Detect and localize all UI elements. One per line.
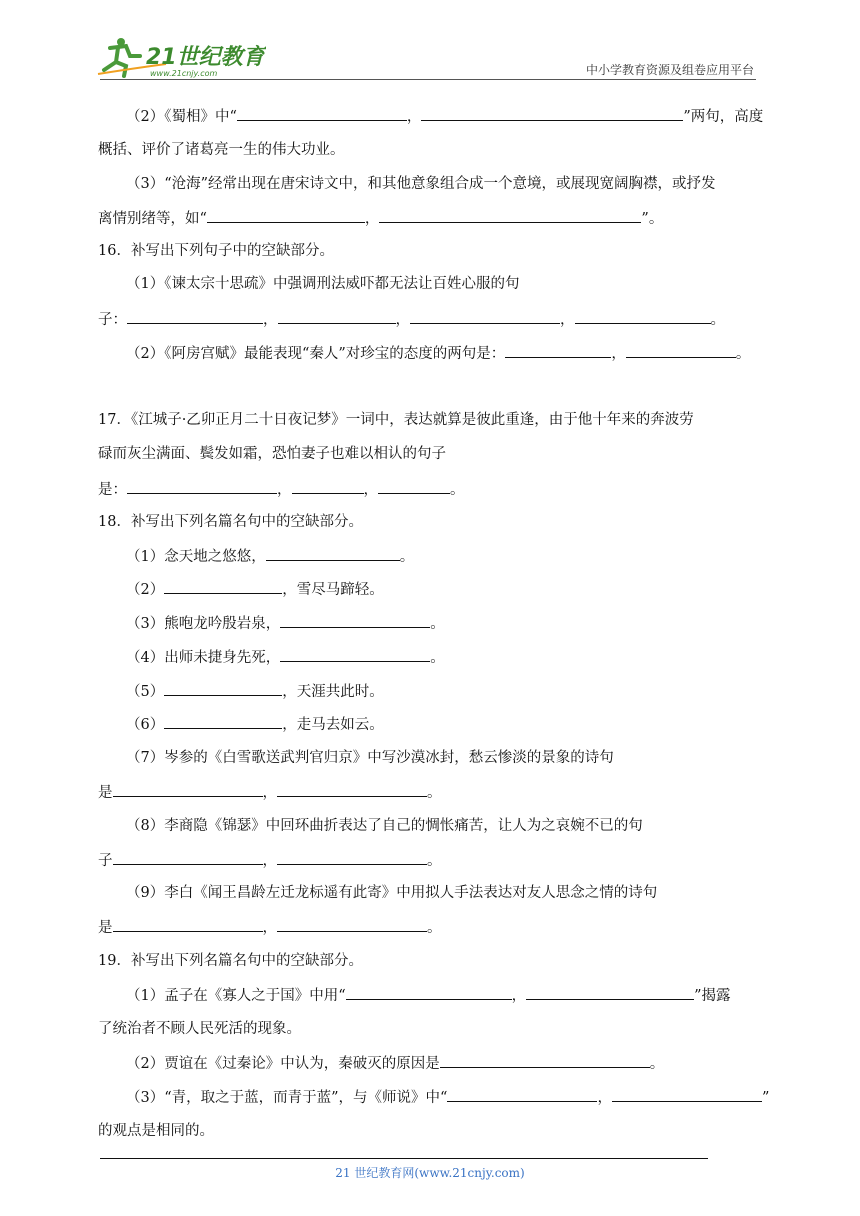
q15-3-line: （3）“沧海”经常出现在唐宋诗文中，和其他意象组合成一个意境，或展现宽阔胸襟，或抒发 — [126, 176, 716, 192]
q19-heading: 19．补写出下列名篇名句中的空缺部分。 — [98, 953, 363, 969]
q15-2-line: （2）《蜀相》中“ ， ”两句，高度 — [126, 106, 763, 127]
q19-1-line: （1）孟子在《寡人之于国》中用“ ， ”揭露 — [126, 985, 731, 1006]
q17-line: 17．《江城子·乙卯正月二十日夜记梦》一词中，表达就算是彼此重逢，由于他十年来的奔波劳 — [98, 412, 694, 428]
q18-5-line: （5） ，天涯共此时。 — [126, 681, 384, 702]
q16-heading: 16．补写出下列句子中的空缺部分。 — [98, 243, 334, 259]
q18-7-blanks: 是 ， 。 — [98, 782, 442, 803]
site-logo — [96, 34, 266, 82]
q17-line-2: 碌而灰尘满面、鬓发如霜，恐怕妻子也难以相认的句子 — [98, 446, 446, 462]
footer-divider — [100, 1158, 708, 1159]
q18-9-line: （9）李白《闻王昌龄左迁龙标遥有此寄》中用拟人手法表达对友人思念之情的诗句 — [126, 885, 658, 901]
header-platform-name: 中小学教育资源及组卷应用平台 — [585, 63, 754, 77]
logo-text: 21世纪教育 — [146, 45, 265, 70]
q17-blanks: 是： ， ， 。 — [98, 479, 465, 500]
q16-1-line: （1）《谏太宗十思疏》中强调刑法威吓都无法让百姓心服的句 — [126, 276, 520, 292]
q19-2-line: （2）贾谊在《过秦论》中认为，秦破灭的原因是 。 — [126, 1053, 664, 1074]
q18-3-line: （3）熊咆龙吟殷岩泉， 。 — [126, 613, 445, 634]
q16-1-blanks: 子： ， ， ， 。 — [98, 309, 725, 330]
header-divider — [100, 79, 756, 80]
footer-link[interactable]: 21 世纪教育网(www.21cnjy.com) — [335, 1166, 525, 1180]
q19-1-cont: 了统治者不顾人民死活的现象。 — [98, 1021, 301, 1037]
q18-7-line: （7）岑参的《白雪歌送武判官归京》中写沙漠冰封，愁云惨淡的景象的诗句 — [126, 750, 614, 766]
q16-2-line: （2）《阿房宫赋》最能表现“秦人”对珍宝的态度的两句是： ， 。 — [126, 343, 750, 364]
q18-8-blanks: 子 ， 。 — [98, 850, 442, 871]
q18-6-line: （6） ，走马去如云。 — [126, 714, 384, 735]
q18-1-line: （1）念天地之悠悠， 。 — [126, 546, 414, 567]
q18-9-blanks: 是 ， 。 — [98, 917, 442, 938]
q15-2-cont: 概括、评价了诸葛亮一生的伟大功业。 — [98, 142, 345, 158]
logo-url: www.21cnjy.com — [150, 69, 218, 78]
q18-8-line: （8）李商隐《锦瑟》中回环曲折表达了自己的惆怅痛苦，让人为之哀婉不已的句 — [126, 818, 643, 834]
q18-heading: 18．补写出下列名篇名句中的空缺部分。 — [98, 514, 363, 530]
q18-4-line: （4）出师未捷身先死， 。 — [126, 647, 445, 668]
q19-3-line: （3）“青，取之于蓝，而青于蓝”，与《师说》中“ ， ” — [126, 1087, 769, 1108]
q18-2-line: （2） ，雪尽马蹄轻。 — [126, 579, 384, 600]
q19-3-cont: 的观点是相同的。 — [98, 1123, 214, 1139]
q15-3-cont: 离情别绪等，如“ ， ”。 — [98, 208, 663, 229]
